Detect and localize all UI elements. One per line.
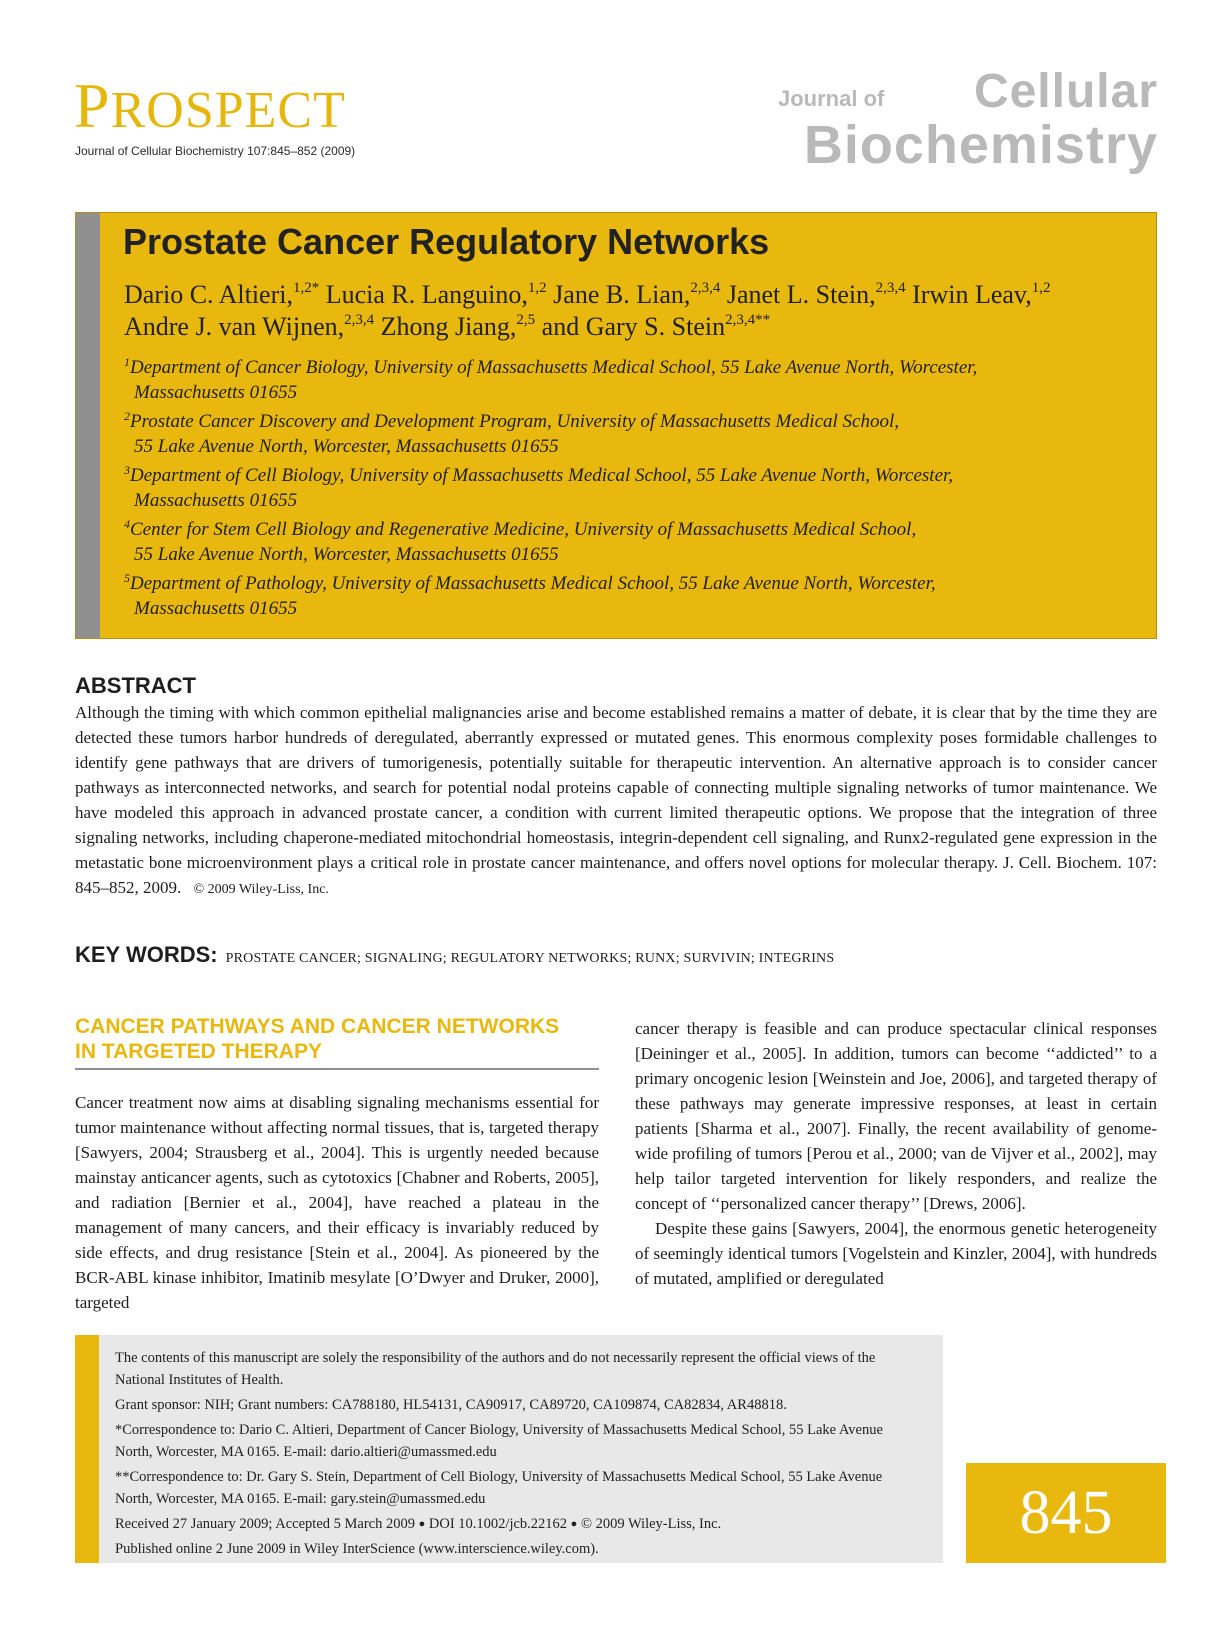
section-heading — [75, 1014, 599, 1070]
left-column — [75, 1090, 599, 1315]
author-name: Jane B. Lian, — [553, 280, 691, 309]
affiliation — [124, 571, 1134, 621]
affiliation-line: Department of Cell Biology, University of Massachusetts Medical School, 55 Lake Avenue North, Worcester, — [130, 465, 954, 486]
author-affiliation-marker: 2,3,4 — [875, 280, 906, 296]
footnote-published: Published online 2 June 2009 in Wiley InterScience (www.interscience.wiley.com). — [115, 1541, 599, 1557]
footnote-box — [75, 1335, 943, 1563]
affiliation — [124, 517, 1134, 567]
author-affiliation-marker: 1,2* — [292, 280, 320, 296]
author-affiliation-marker: 1,2 — [1031, 280, 1051, 296]
footnote-correspondence-2: **Correspondence to: Dr. Gary S. Stein, Department of Cell Biology, University of Massachusetts Medical School, 55 Lake Avenue North, Worcester, MA 0165. E-mail: gary.stein@umassmed.edu — [115, 1469, 883, 1507]
footnote-disclaimer: The contents of this manuscript are solely the responsibility of the authors and do not necessarily represent the official views of the National Institutes of Health. — [115, 1350, 876, 1388]
affiliation — [124, 355, 1134, 405]
logo-cellular: Cellular — [973, 65, 1158, 118]
author-name: and Gary S. Stein — [541, 312, 726, 341]
footnote-received: Received 27 January 2009; Accepted 5 March 2009 — [115, 1516, 415, 1532]
author — [124, 312, 374, 341]
author-name: Lucia R. Languino, — [325, 280, 528, 309]
affiliation-line: Department of Cancer Biology, University of Massachusetts Medical School, 55 Lake Avenue North, Worcester, — [130, 357, 978, 378]
footnote-correspondence-1: *Correspondence to: Dario C. Altieri, Department of Cancer Biology, University of Massachusetts Medical School, 55 Lake Avenue North, Worcester, MA 0165. E-mail: dario.altieri@umassmed.edu — [115, 1422, 883, 1460]
abstract-copyright: © 2009 Wiley-Liss, Inc. — [193, 882, 329, 897]
affiliation-line: Center for Stem Cell Biology and Regenerative Medicine, University of Massachusetts Medical School, — [130, 519, 917, 540]
author-affiliation-marker: 2,3,4** — [725, 312, 771, 328]
affiliation-line: Department of Pathology, University of Massachusetts Medical School, 55 Lake Avenue North, Worcester, — [130, 573, 936, 594]
author — [542, 312, 770, 341]
affiliation-line: Prostate Cancer Discovery and Development Program, University of Massachusetts Medical School, — [130, 411, 899, 432]
author-name: Janet L. Stein, — [726, 280, 876, 309]
author-name: Andre J. van Wijnen, — [124, 312, 345, 341]
author-affiliation-marker: 2,3,4 — [344, 312, 375, 328]
section-heading-line2: IN TARGETED THERAPY — [75, 1040, 322, 1063]
author-name: Irwin Leav, — [912, 280, 1032, 309]
affiliation — [124, 463, 1134, 513]
author-affiliation-marker: 2,3,4 — [690, 280, 721, 296]
author — [124, 280, 319, 309]
keywords — [75, 942, 1157, 968]
affiliation-line: Massachusetts 01655 — [134, 490, 298, 511]
author-list — [124, 279, 1134, 343]
author — [912, 280, 1050, 309]
affiliation-list — [124, 355, 1134, 625]
footnote-dates — [115, 1513, 923, 1535]
author — [326, 280, 547, 309]
bullet-icon: ● — [570, 1518, 578, 1530]
bullet-icon: ● — [418, 1518, 426, 1530]
abstract-heading: ABSTRACT — [75, 673, 196, 698]
author-name: Zhong Jiang, — [380, 312, 517, 341]
footnotes — [115, 1347, 923, 1563]
affiliation-number: 4 — [124, 517, 130, 531]
section-label-prospect: PROSPECT — [74, 70, 346, 141]
footnote-grant: Grant sponsor: NIH; Grant numbers: CA788180, HL54131, CA90917, CA89720, CA109874, CA82834, AR48818. — [115, 1397, 787, 1413]
page-number: 845 — [1019, 1479, 1113, 1547]
affiliation-number: 2 — [124, 409, 130, 423]
page-number-box — [966, 1463, 1166, 1563]
footnote-copyright: © 2009 Wiley-Liss, Inc. — [580, 1516, 722, 1532]
affiliation-line: Massachusetts 01655 — [134, 382, 298, 403]
section-heading-line1: CANCER PATHWAYS AND CANCER NETWORKS — [75, 1015, 560, 1038]
affiliation-number: 3 — [124, 463, 130, 477]
journal-logo — [778, 66, 1158, 176]
author — [553, 280, 720, 309]
author-affiliation-marker: 2,5 — [516, 312, 536, 328]
affiliation-number: 5 — [124, 571, 130, 585]
body-paragraph: cancer therapy is feasible and can produce spectacular clinical responses [Deininger et al., 2005]. In addition, tumors can become ‘‘addicted’’ to a primary oncogenic lesion [Weinstein and Joe, 2006], and targeted therapy of these pathways may generate impressive responses, at least in certain patients [Sharma et al., 2007]. Finally, the recent availability of genome-wide profiling of tumors [Perou et al., 2000; van de Vijver et al., 2002], may help tailor targeted intervention for likely responders, and realize the concept of ‘‘personalized cancer therapy’’ [Drews, 2006]. — [635, 1019, 1157, 1213]
abstract-text: Although the timing with which common epithelial malignancies arise and become established remains a matter of debate, it is clear that by the time they are detected these tumors harbor hundreds of deregulated, aberrantly expressed or mutated genes. This enormous complexity poses formidable challenges to identify gene pathways that are drivers of tumorigenesis, potentially suitable for therapeutic intervention. An alternative approach is to consider cancer pathways as interconnected networks, and search for potential nodal proteins capable of connecting multiple signaling networks of tumor maintenance. We have modeled this approach in advanced prostate cancer, a condition with current limited therapeutic options. We propose that the integration of three signaling networks, including chaperone-mediated mitochondrial homeostasis, integrin-dependent cell signaling, and Runx2-regulated gene expression in the metastatic bone microenvironment plays a critical role in prostate cancer maintenance, and offers novel options for molecular therapy. J. Cell. Biochem. 107: 845–852, 2009. — [75, 703, 1157, 897]
abstract-body — [75, 700, 1157, 902]
title-box-accent-bar — [76, 213, 100, 638]
affiliation — [124, 409, 1134, 459]
logo-journal-of: Journal of — [778, 86, 885, 111]
affiliation-line: 55 Lake Avenue North, Worcester, Massachusetts 01655 — [134, 544, 559, 565]
body-paragraph: Despite these gains [Sawyers, 2004], the enormous genetic heterogeneity of seemingly identical tumors [Vogelstein and Kinzler, 2004], with hundreds of mutated, amplified or deregulated — [635, 1219, 1157, 1288]
affiliation-line: Massachusetts 01655 — [134, 598, 298, 619]
author-name: Dario C. Altieri, — [124, 280, 293, 309]
title-box — [75, 212, 1157, 639]
author-affiliation-marker: 1,2 — [527, 280, 547, 296]
right-column — [635, 1016, 1157, 1291]
affiliation-number: 1 — [124, 355, 130, 369]
footnote-doi: DOI 10.1002/jcb.22162 — [428, 1516, 568, 1532]
keywords-label: KEY WORDS: — [75, 942, 218, 967]
logo-biochemistry: Biochemistry — [803, 115, 1158, 175]
author — [381, 312, 536, 341]
keywords-list: PROSTATE CANCER; SIGNALING; REGULATORY NETWORKS; RUNX; SURVIVIN; INTEGRINS — [225, 951, 835, 966]
journal-citation: Journal of Cellular Biochemistry 107:845–852 (2009) — [75, 144, 356, 158]
author — [727, 280, 906, 309]
body-paragraph: Cancer treatment now aims at disabling signaling mechanisms essential for tumor maintenance without affecting normal tissues, that is, targeted therapy [Sawyers, 2004; Strausberg et al., 2004]. This is urgently needed because mainstay anticancer agents, such as cytotoxics [Chabner and Roberts, 2005], and radiation [Bernier et al., 2004], have reached a plateau in the management of many cancers, and their efficacy is invariably reduced by side effects, and drug resistance [Stein et al., 2004]. As pioneered by the BCR-ABL kinase inhibitor, Imatinib mesylate [O’Dwyer and Druker, 2000], targeted — [75, 1093, 599, 1312]
article-title: Prostate Cancer Regulatory Networks — [123, 221, 770, 262]
footnote-accent-bar — [75, 1335, 99, 1563]
affiliation-line: 55 Lake Avenue North, Worcester, Massachusetts 01655 — [134, 436, 559, 457]
